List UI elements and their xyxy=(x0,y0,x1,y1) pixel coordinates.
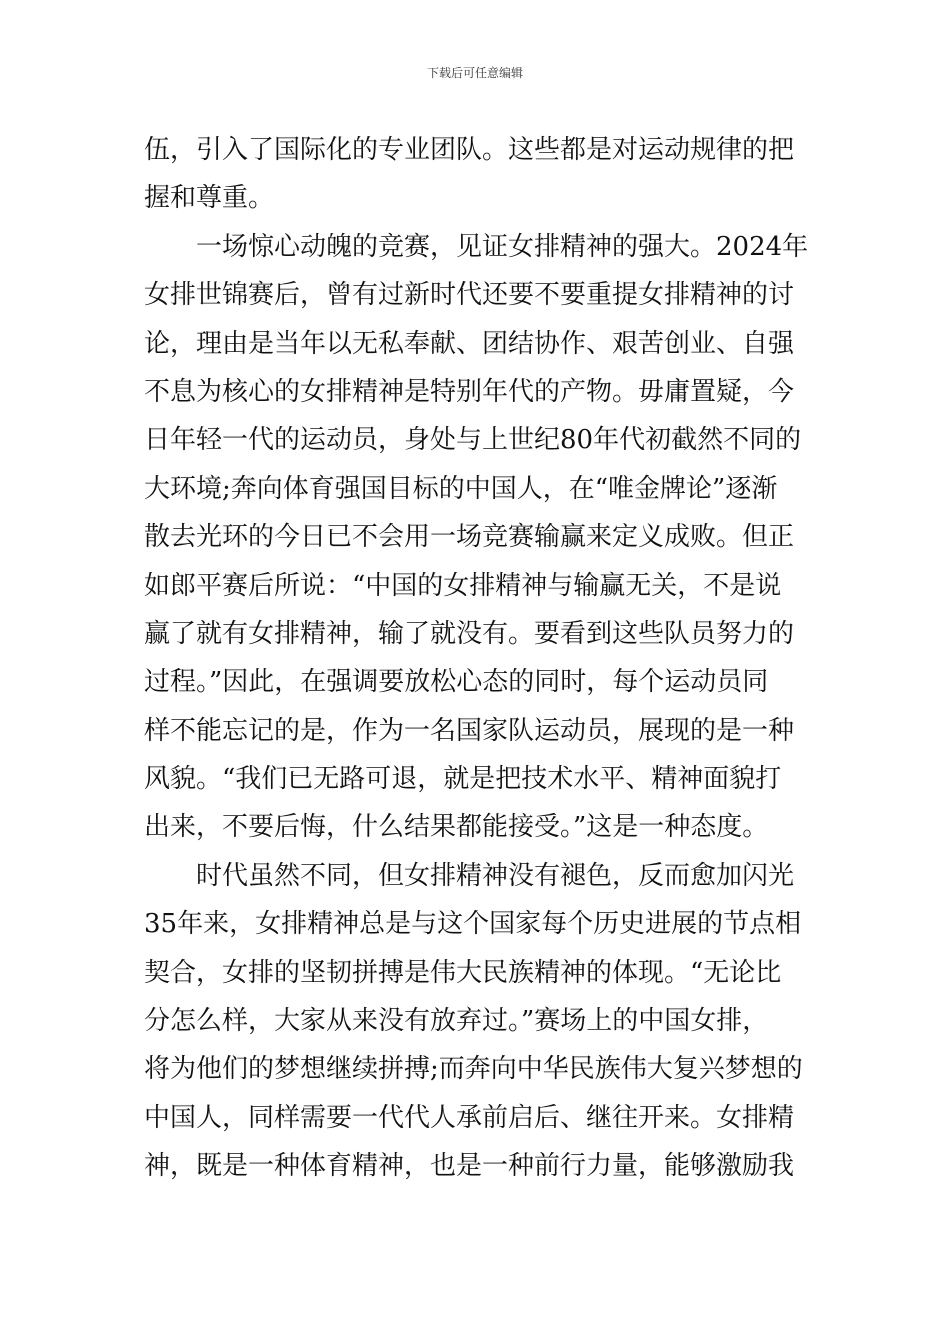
paragraph-first-line: 时代虽然不同，但女排精神没有褪色，反而愈加闪光 xyxy=(196,860,795,891)
text-line: 风貌。“我们已无路可退，就是把技术水平、精神面貌打 xyxy=(144,764,782,795)
text-line: 如郎平赛后所说：“中国的女排精神与输赢无关，不是说 xyxy=(144,570,782,601)
document-body xyxy=(144,126,808,1191)
text-line: 出来，不要后悔，什么结果都能接受。”这是一种态度。 xyxy=(144,812,769,843)
text-line: 赢了就有女排精神，输了就没有。要看到这些队员努力的 xyxy=(144,618,795,649)
text-line: 女排世锦赛后，曾有过新时代还要不要重提女排精神的讨 xyxy=(144,280,795,311)
text-line: 握和尊重。 xyxy=(144,183,275,214)
text-line: 35年来，女排精神总是与这个国家每个历史进展的节点相 xyxy=(144,909,802,940)
text-line: 样不能忘记的是，作为一名国家队运动员，展现的是一种 xyxy=(144,715,795,746)
text-line: 散去光环的今日已不会用一场竞赛输赢来定义成败。但正 xyxy=(144,522,795,553)
text-line: 中国人，同样需要一代代人承前启后、继往开来。女排精 xyxy=(144,1102,795,1133)
text-line: 分怎么样，大家从来没有放弃过。”赛场上的中国女排， xyxy=(144,1006,769,1037)
text-line: 神，既是一种体育精神，也是一种前行力量，能够激励我 xyxy=(144,1151,795,1182)
text-line: 论，理由是当年以无私奉献、团结协作、艰苦创业、自强 xyxy=(144,328,795,359)
text-line: 不息为核心的女排精神是特别年代的产物。毋庸置疑，今 xyxy=(144,376,795,407)
text-line: 过程。”因此，在强调要放松心态的同时，每个运动员同 xyxy=(144,667,769,698)
text-line: 将为他们的梦想继续拼搏;而奔向中华民族伟大复兴梦想的 xyxy=(144,1054,803,1085)
paragraph-first-line: 一场惊心动魄的竞赛，见证女排精神的强大。2024年 xyxy=(196,231,808,262)
text-line: 契合，女排的坚韧拼搏是伟大民族精神的体现。“无论比 xyxy=(144,957,782,988)
text-line: 大环境;奔向体育强国目标的中国人，在“唯金牌论”逐渐 xyxy=(144,473,778,504)
text-line: 伍，引入了国际化的专业团队。这些都是对运动规律的把 xyxy=(144,135,795,165)
text-line: 日年轻一代的运动员，身处与上世纪80年代初截然不同的 xyxy=(144,425,802,456)
page-header: 下载后可任意编辑 xyxy=(426,66,523,80)
